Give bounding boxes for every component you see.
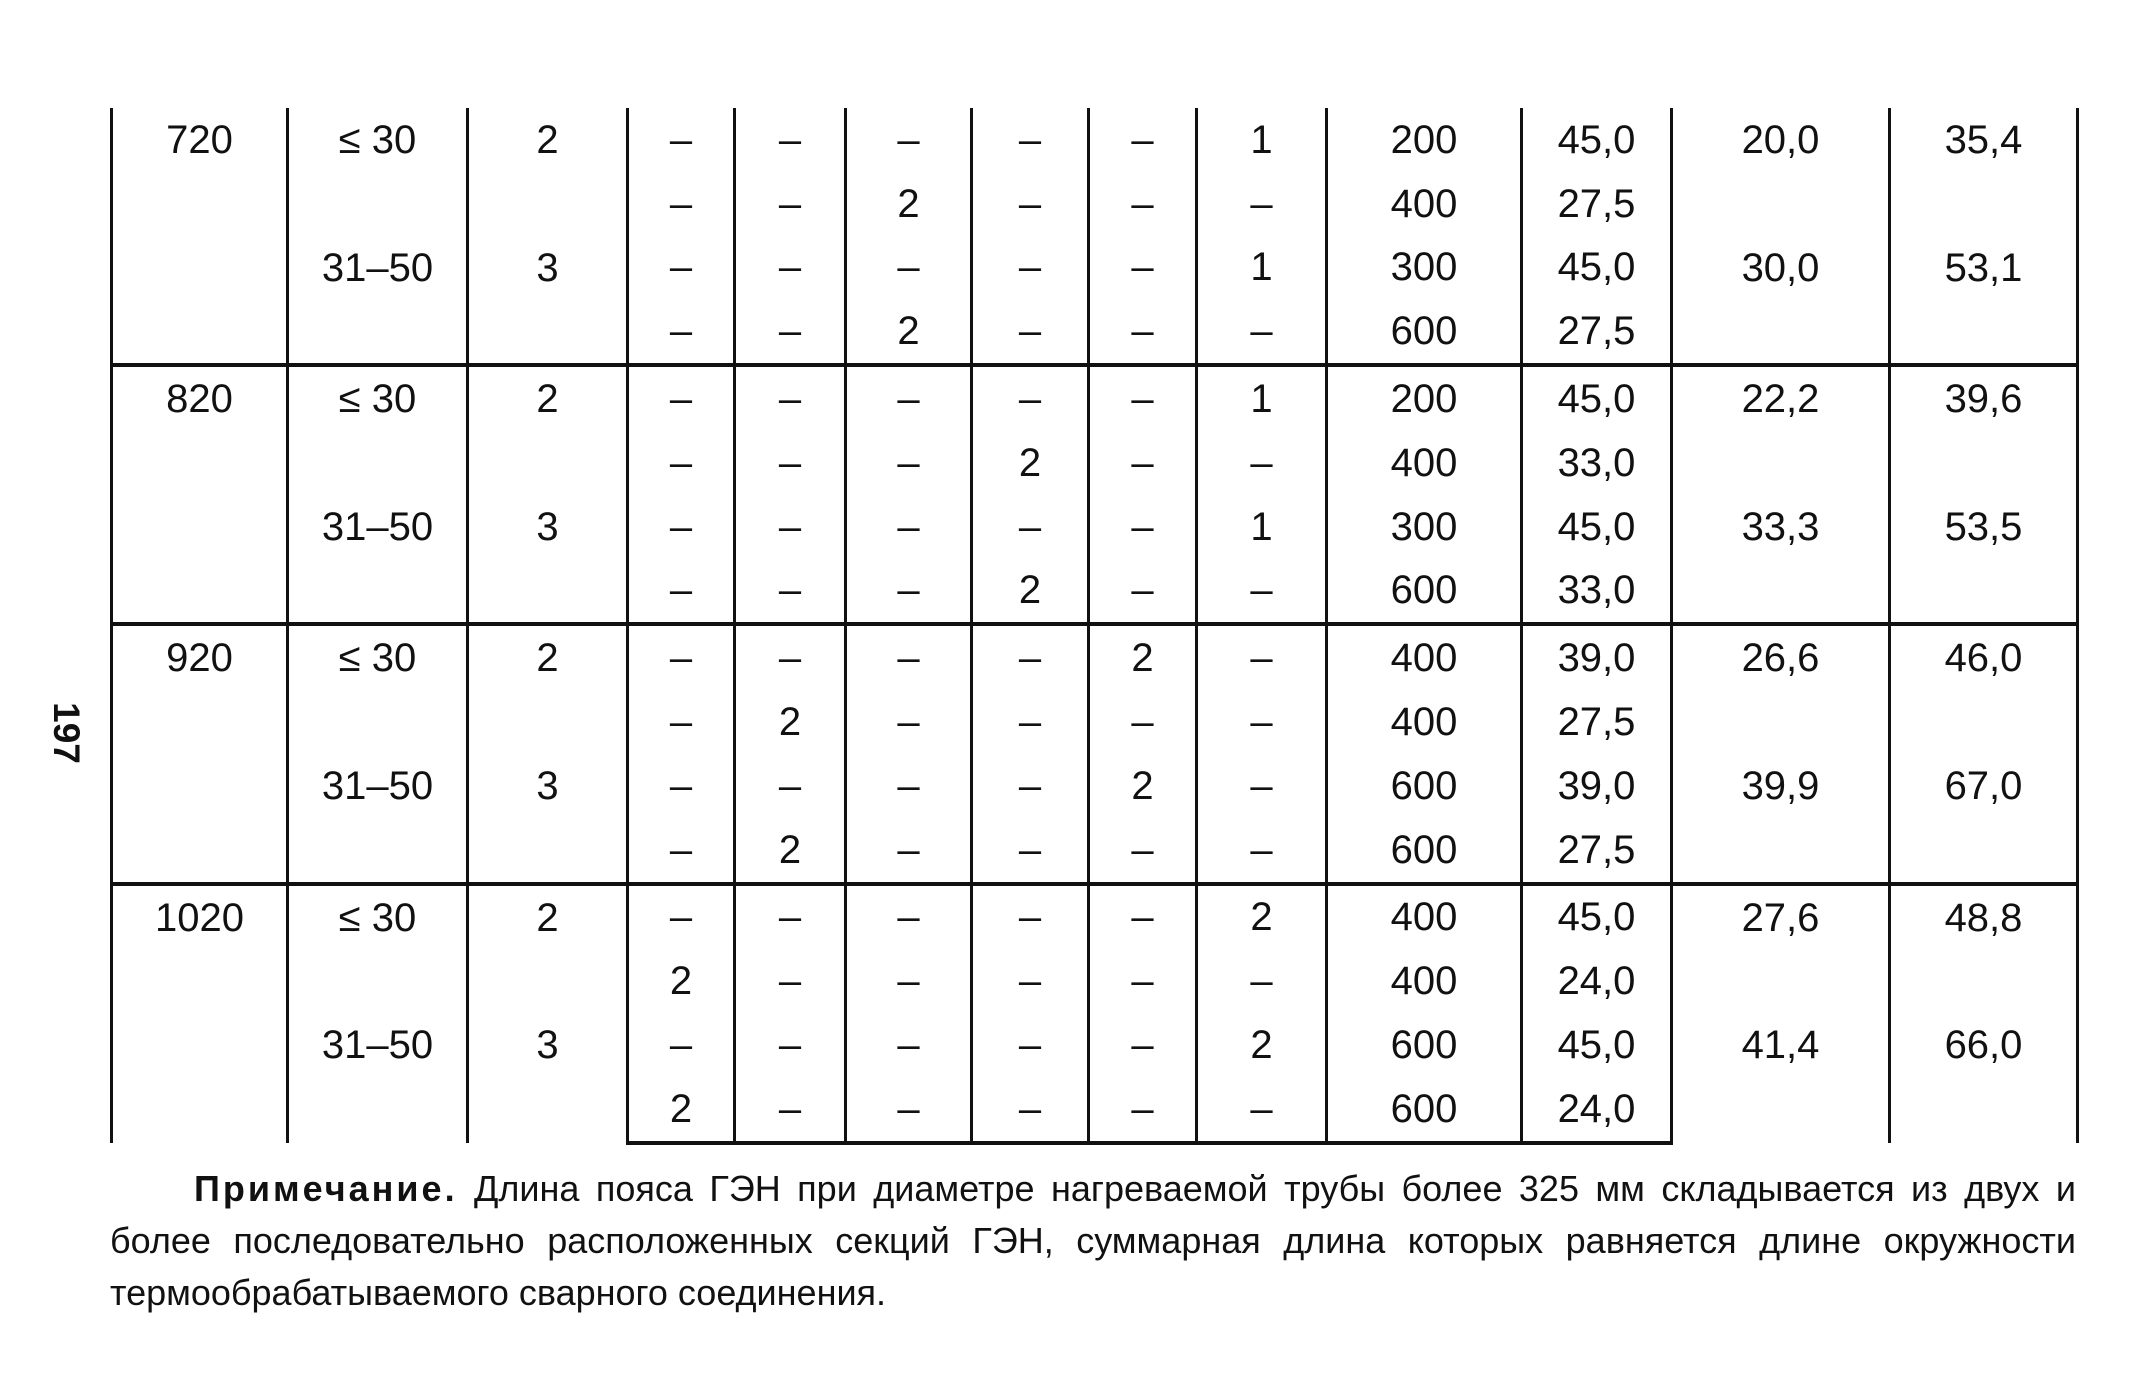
table-cell: – [628, 299, 735, 365]
table-cell: 45,0 [1522, 108, 1672, 172]
table-cell: – [1089, 365, 1197, 431]
heater-table [110, 108, 2076, 1130]
table-cell: 2 [1197, 1013, 1327, 1077]
table-cell: – [1089, 495, 1197, 559]
table-cell: 24,0 [1522, 949, 1672, 1013]
table-cell: 300 [1327, 495, 1522, 559]
table-cell: – [972, 172, 1089, 236]
table-cell: – [735, 108, 846, 172]
page-number: 197 [46, 702, 87, 764]
table-cell: – [1197, 431, 1327, 495]
table-cell: 2 [1089, 624, 1197, 690]
value-a-cell: 22,2 [1672, 365, 1890, 495]
table-cell: 400 [1327, 624, 1522, 690]
table-cell: – [735, 754, 846, 818]
table-row [112, 236, 2078, 300]
thickness-cell: 31–50 [288, 236, 468, 366]
table-cell: – [1089, 172, 1197, 236]
table-row [112, 1013, 2078, 1077]
table-cell: 400 [1327, 884, 1522, 950]
table-cell: – [628, 236, 735, 300]
thickness-cell: ≤ 30 [288, 365, 468, 495]
table-cell: 600 [1327, 1077, 1522, 1143]
table-cell: – [1197, 559, 1327, 625]
table-cell: 200 [1327, 365, 1522, 431]
table-cell: – [972, 495, 1089, 559]
table-cell: – [628, 690, 735, 754]
count-cell: 3 [468, 754, 628, 884]
value-a-cell: 39,9 [1672, 754, 1890, 884]
table-cell: – [1089, 884, 1197, 950]
table-cell: – [735, 884, 846, 950]
thickness-cell: ≤ 30 [288, 624, 468, 754]
table-cell: 300 [1327, 236, 1522, 300]
thickness-cell: ≤ 30 [288, 884, 468, 1014]
table-cell: – [1197, 624, 1327, 690]
table-cell: – [628, 818, 735, 884]
table-cell: – [735, 495, 846, 559]
value-b-cell: 66,0 [1890, 1013, 2078, 1143]
table-cell: 27,5 [1522, 172, 1672, 236]
table-cell: 2 [1089, 754, 1197, 818]
table-cell: 45,0 [1522, 884, 1672, 950]
table-cell: 2 [735, 818, 846, 884]
value-b-cell: 46,0 [1890, 624, 2078, 754]
table-cell: – [846, 108, 972, 172]
count-cell: 2 [468, 884, 628, 1014]
table-cell: – [1089, 949, 1197, 1013]
diameter-cell: 1020 [112, 884, 288, 1143]
value-a-cell: 27,6 [1672, 884, 1890, 1014]
diameter-cell: 820 [112, 365, 288, 624]
value-b-cell: 39,6 [1890, 365, 2078, 495]
table-cell: – [1197, 818, 1327, 884]
table-cell: – [628, 754, 735, 818]
diameter-cell: 720 [112, 108, 288, 365]
table-cell: – [735, 559, 846, 625]
table-cell: – [1197, 949, 1327, 1013]
table-cell: 24,0 [1522, 1077, 1672, 1143]
count-cell: 3 [468, 1013, 628, 1143]
table-cell: 2 [628, 1077, 735, 1143]
table-cell: 400 [1327, 172, 1522, 236]
table-cell: – [972, 299, 1089, 365]
count-cell: 2 [468, 365, 628, 495]
note-paragraph [110, 1163, 2076, 1319]
table-cell: – [628, 624, 735, 690]
table-cell: – [846, 1013, 972, 1077]
note-text: Длина пояса ГЭН при диаметре нагреваемой трубы более 325 мм складывается из двух и более последовательно расположенных секций ГЭН, суммарная длина которых равняется длине окружности термообрабатываемого сварного соединения. [110, 1168, 2076, 1313]
table-cell: 400 [1327, 690, 1522, 754]
table-row [112, 884, 2078, 950]
table-cell: 1 [1197, 236, 1327, 300]
table-cell: – [628, 559, 735, 625]
table-cell: – [972, 365, 1089, 431]
table-cell: 400 [1327, 431, 1522, 495]
table-cell: – [972, 949, 1089, 1013]
table-row [112, 495, 2078, 559]
table-cell: – [628, 431, 735, 495]
table-cell: 600 [1327, 299, 1522, 365]
table-cell: – [846, 495, 972, 559]
table-cell: – [735, 624, 846, 690]
count-cell: 3 [468, 495, 628, 625]
table-cell: – [628, 172, 735, 236]
count-cell: 2 [468, 624, 628, 754]
table-row [112, 365, 2078, 431]
table-cell: – [1089, 559, 1197, 625]
thickness-cell: 31–50 [288, 495, 468, 625]
count-cell: 2 [468, 108, 628, 236]
value-a-cell: 33,3 [1672, 495, 1890, 625]
value-b-cell: 67,0 [1890, 754, 2078, 884]
table-cell: – [628, 495, 735, 559]
table-cell: – [628, 108, 735, 172]
table-cell: – [628, 1013, 735, 1077]
data-table [110, 108, 2079, 1145]
table-cell: – [846, 884, 972, 950]
thickness-cell: 31–50 [288, 754, 468, 884]
table-cell: 2 [972, 559, 1089, 625]
table-row [112, 624, 2078, 690]
table-cell: – [1197, 172, 1327, 236]
table-cell: 2 [628, 949, 735, 1013]
table-cell: – [846, 949, 972, 1013]
table-cell: – [1089, 1013, 1197, 1077]
table-cell: 45,0 [1522, 236, 1672, 300]
table-cell: – [735, 431, 846, 495]
table-cell: 33,0 [1522, 559, 1672, 625]
table-cell: 1 [1197, 108, 1327, 172]
table-cell: – [735, 949, 846, 1013]
table-cell: 45,0 [1522, 1013, 1672, 1077]
table-cell: – [1197, 754, 1327, 818]
table-cell: 27,5 [1522, 299, 1672, 365]
table-cell: – [735, 236, 846, 300]
table-cell: – [846, 431, 972, 495]
table-cell: – [846, 818, 972, 884]
table-cell: 1 [1197, 495, 1327, 559]
value-a-cell: 20,0 [1672, 108, 1890, 236]
table-cell: 600 [1327, 818, 1522, 884]
table-cell: – [972, 884, 1089, 950]
table-cell: – [735, 172, 846, 236]
table-cell: 400 [1327, 949, 1522, 1013]
table-cell: – [735, 1077, 846, 1143]
table-cell: – [972, 236, 1089, 300]
table-cell: 1 [1197, 365, 1327, 431]
table-cell: – [1089, 1077, 1197, 1143]
table-cell: – [628, 884, 735, 950]
table-cell: – [1197, 299, 1327, 365]
table-cell: – [972, 754, 1089, 818]
diameter-cell: 920 [112, 624, 288, 883]
table-cell: – [972, 108, 1089, 172]
table-cell: – [972, 690, 1089, 754]
table-cell: 39,0 [1522, 624, 1672, 690]
table-cell: – [1197, 690, 1327, 754]
table-cell: 2 [735, 690, 846, 754]
table-cell: 600 [1327, 754, 1522, 818]
table-cell: 2 [972, 431, 1089, 495]
thickness-cell: 31–50 [288, 1013, 468, 1143]
table-cell: – [972, 624, 1089, 690]
table-cell: – [846, 365, 972, 431]
note-label: Примечание. [194, 1168, 458, 1209]
table-cell: – [972, 818, 1089, 884]
table-cell: – [628, 365, 735, 431]
thickness-cell: ≤ 30 [288, 108, 468, 236]
table-cell: – [846, 624, 972, 690]
table-cell: – [1089, 431, 1197, 495]
value-b-cell: 48,8 [1890, 884, 2078, 1014]
value-a-cell: 41,4 [1672, 1013, 1890, 1143]
value-b-cell: 35,4 [1890, 108, 2078, 236]
table-cell: – [846, 754, 972, 818]
table-cell: 2 [1197, 884, 1327, 950]
value-b-cell: 53,5 [1890, 495, 2078, 625]
table-cell: – [846, 236, 972, 300]
table-cell: – [846, 1077, 972, 1143]
table-cell: 27,5 [1522, 818, 1672, 884]
table-row [112, 754, 2078, 818]
table-cell: – [846, 559, 972, 625]
table-cell: 33,0 [1522, 431, 1672, 495]
table-cell: – [846, 690, 972, 754]
table-cell: – [1089, 818, 1197, 884]
table-cell: – [1089, 690, 1197, 754]
table-cell: 2 [846, 172, 972, 236]
value-b-cell: 53,1 [1890, 236, 2078, 366]
value-a-cell: 30,0 [1672, 236, 1890, 366]
table-cell: – [735, 365, 846, 431]
table-body [112, 108, 2078, 1143]
table-cell: 600 [1327, 1013, 1522, 1077]
table-cell: – [1089, 108, 1197, 172]
count-cell: 3 [468, 236, 628, 366]
table-cell: – [1197, 1077, 1327, 1143]
table-cell: 600 [1327, 559, 1522, 625]
table-cell: 45,0 [1522, 365, 1672, 431]
table-row [112, 108, 2078, 172]
table-cell: – [1089, 236, 1197, 300]
table-cell: – [1089, 299, 1197, 365]
table-cell: 45,0 [1522, 495, 1672, 559]
table-cell: 200 [1327, 108, 1522, 172]
table-cell: 27,5 [1522, 690, 1672, 754]
table-cell: – [972, 1013, 1089, 1077]
table-cell: – [972, 1077, 1089, 1143]
table-cell: 2 [846, 299, 972, 365]
table-cell: 39,0 [1522, 754, 1672, 818]
value-a-cell: 26,6 [1672, 624, 1890, 754]
table-cell: – [735, 1013, 846, 1077]
table-cell: – [735, 299, 846, 365]
